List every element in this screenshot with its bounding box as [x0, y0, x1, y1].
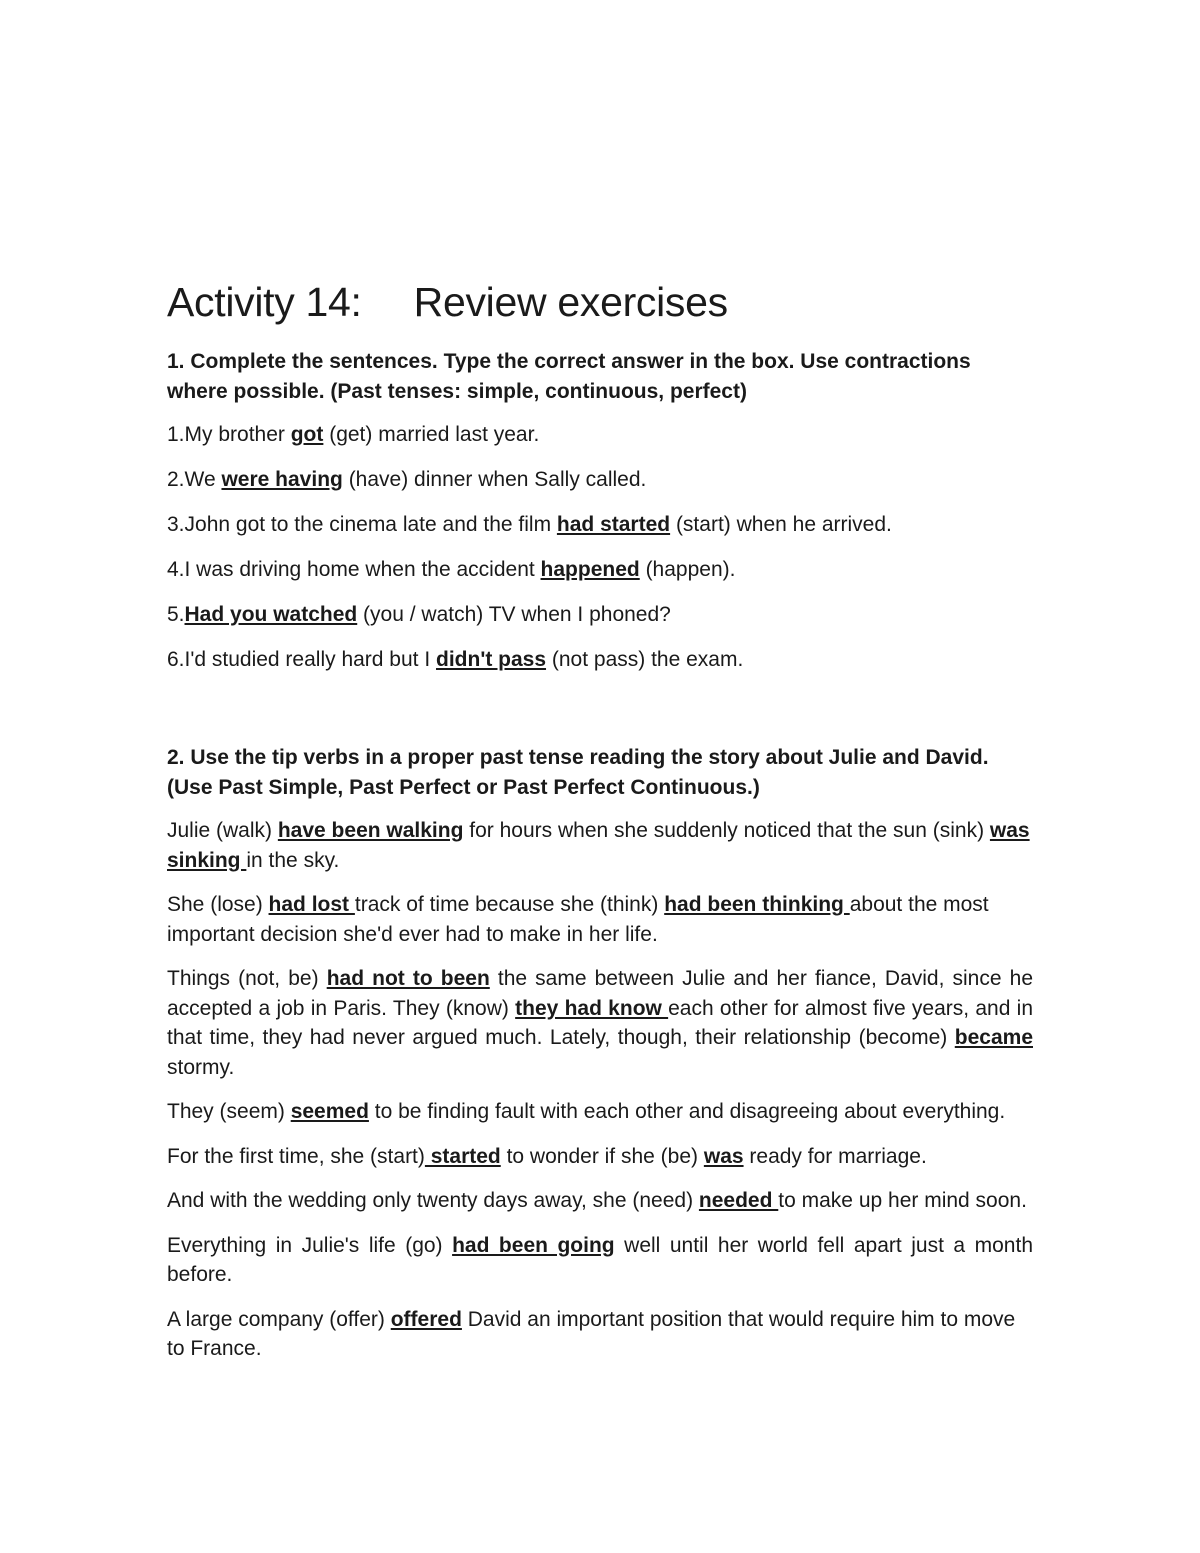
story-text: For the first time, she (start) — [167, 1144, 425, 1168]
answer-text: became — [954, 1026, 1033, 1049]
document-page — [167, 279, 1033, 1379]
list-item — [167, 510, 1033, 540]
answer-text: didn't pass — [436, 648, 547, 671]
answer-text: was — [703, 1144, 744, 1168]
answer-text: was sinking — [167, 819, 1030, 872]
answer-text: seemed — [290, 1100, 369, 1123]
section2-instruction: 2. Use the tip verbs in a proper past tense reading the story about Julie and David. (Use Past Simple, Past Perfect or Past Perfect Continuous.) — [167, 746, 989, 799]
story-paragraph — [167, 890, 1033, 949]
item-text: (start) when he arrived. — [670, 513, 892, 536]
story-text: Everything in Julie's life (go) — [167, 1233, 453, 1257]
list-item — [167, 645, 1033, 675]
answer-text: were having — [221, 468, 343, 491]
answer-text: started — [424, 1144, 501, 1168]
item-text: (have) dinner when Sally called. — [342, 468, 647, 491]
answer-text: had been going — [452, 1233, 615, 1257]
answer-text: had not to been — [326, 967, 490, 990]
story-text: stormy. — [167, 1055, 235, 1079]
story-text: She (lose) — [167, 893, 269, 916]
list-item — [167, 600, 1033, 630]
story-paragraph — [167, 1097, 1033, 1127]
story-paragraph — [167, 816, 1033, 875]
item-text: 6.I'd studied really hard but I — [167, 648, 437, 671]
item-text: 4.I was driving home when the accident — [167, 558, 541, 581]
list-item — [167, 555, 1033, 585]
item-text: (get) married last year. — [323, 423, 540, 446]
answer-text: had lost — [268, 893, 355, 916]
item-text: (not pass) the exam. — [546, 648, 744, 671]
story-text: to be finding fault with each other and disagreeing about everything. — [368, 1100, 1006, 1123]
title-activity-number: Activity 14: — [167, 279, 362, 325]
item-text: 2.We — [167, 468, 222, 491]
answer-text: they had know — [515, 996, 669, 1020]
section-spacer — [167, 690, 1033, 743]
page-title — [167, 279, 1033, 325]
story-text: ready for marriage. — [743, 1144, 927, 1168]
answer-text: Had you watched — [184, 603, 358, 626]
story-text: track of time because she (think) — [354, 893, 665, 916]
story-text: They (seem) — [167, 1100, 291, 1123]
item-text: 1.My brother — [167, 423, 291, 446]
answer-text: needed — [698, 1189, 779, 1212]
answer-text: happened — [540, 558, 640, 581]
item-text: 3.John got to the cinema late and the film — [167, 513, 557, 536]
story-text: to wonder if she (be) — [500, 1144, 704, 1168]
item-text: 5. — [167, 603, 185, 626]
answer-text: had been thinking — [664, 893, 850, 916]
story-text: well until her world fell apart just a month before. — [167, 1233, 1033, 1286]
answer-text: have been walking — [277, 819, 464, 842]
story-paragraph — [167, 1186, 1033, 1216]
section1-list — [167, 420, 1033, 675]
story-text: for hours when she suddenly noticed that the sun (sink) — [463, 819, 990, 842]
story-text: Things (not, be) — [167, 967, 327, 990]
story-text: the same between Julie and her fiance, David, since he accepted a job in Paris. They (know) — [167, 967, 1033, 1020]
story-text: to make up her mind soon. — [778, 1189, 1027, 1212]
story-paragraph — [167, 1231, 1033, 1290]
story-paragraph — [167, 964, 1033, 1082]
section1-instruction: 1. Complete the sentences. Type the correct answer in the box. Use contractions where possible. (Past tenses: simple, continuous, perfect) — [167, 350, 971, 403]
title-activity-name: Review exercises — [413, 279, 728, 325]
answer-text: had started — [556, 513, 671, 536]
list-item — [167, 420, 1033, 450]
story-paragraph — [167, 1142, 1033, 1172]
list-item — [167, 465, 1033, 495]
story-text: David an important position that would require him to move to France. — [167, 1307, 1016, 1360]
item-text: (you / watch) TV when I phoned? — [357, 603, 671, 626]
answer-text: offered — [390, 1307, 462, 1331]
story-text: A large company (offer) — [167, 1307, 391, 1331]
story-text: Julie (walk) — [167, 819, 278, 842]
story-text: each other for almost five years, and in that time, they had never argued much. Lately, though, their relationship (become) — [167, 996, 1033, 1049]
item-text: (happen). — [639, 558, 736, 581]
story-text: And with the wedding only twenty days away, she (need) — [167, 1189, 699, 1212]
story-paragraph — [167, 1305, 1033, 1364]
answer-text: got — [290, 423, 324, 446]
story-text: about the most important decision she'd ever had to make in her life. — [167, 893, 989, 946]
story-text: in the sky. — [246, 848, 340, 872]
